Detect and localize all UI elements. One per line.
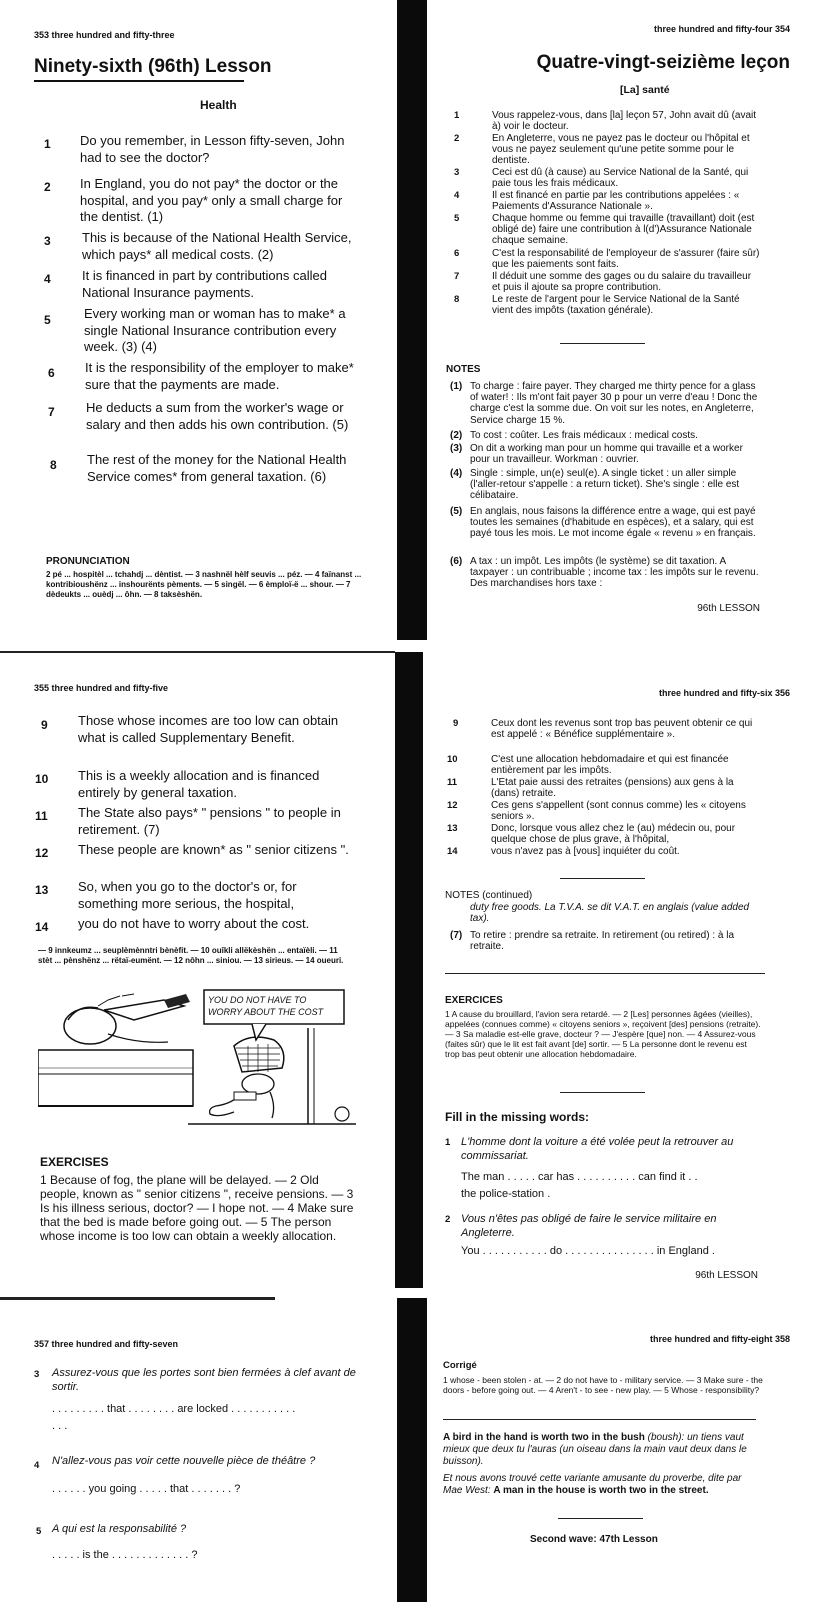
page-footer: 96th LESSON [695,1270,758,1281]
item-number: 6 [454,248,460,259]
page-header: three hundred and fifty-six 356 [658,688,790,698]
title-underline [34,80,244,82]
item-number: 2 [454,133,460,144]
lesson-sentence: Every working man or woman has to make* a single National Insurance contribution every week. (3) (4) [84,306,346,354]
lesson-sentence: He deducts a sum from the worker's wage or salary and then adds his own contribution. (5) [86,400,349,432]
lesson-sentence: The State also pays* " pensions " to people in retirement. (7) [78,805,341,837]
note-number: (6) [450,556,463,567]
lesson-sentence: vous n'avez pas à [vous] inquiéter du coût. [491,846,680,857]
lesson-sentence: Ceci est dû (à cause) au Service National de la Santé, qui paie tous les frais médicaux. [492,167,749,190]
notes-label-text: NOTES (continued) [445,890,533,901]
book-spine-shadow [397,1298,427,1602]
exercises-label: EXERCISES [40,1155,109,1169]
item-number: 10 [35,772,49,786]
lesson-sentence: Donc, lorsque vous allez chez le (au) médecin ou, pour quelque chose de plus grave, à l'hôpital, [491,823,736,846]
page-header: 357 three hundred and fifty-seven [34,1339,179,1349]
item-number: 5 [454,213,460,224]
item-number: 14 [447,846,458,857]
separator-rule [560,1092,645,1093]
fill-answer-line: You . . . . . . . . . . . do . . . . . . . . . . . . . . . in England . [461,1245,715,1257]
fill-answer-line: . . . . . . you going . . . . . that . . . . . . . ? [52,1483,241,1495]
note-number: (5) [450,506,463,517]
item-number: 7 [48,405,55,419]
item-number: 3 [34,1369,40,1380]
item-number: 2 [445,1214,451,1225]
lesson-sentence: C'est la responsabilité de l'employeur de s'assurer (faire sûr) que les paiements sont faits. [492,248,760,271]
fill-answer-line: . . . . . . . . . that . . . . . . . . are locked . . . . . . . . . . . [52,1403,296,1415]
lesson-sentence: Do you remember, in Lesson fifty-seven, John had to see the doctor? [80,133,345,165]
item-number: 8 [50,458,57,472]
item-number: 4 [454,190,460,201]
page-header: 353 three hundred and fifty-three [34,30,175,40]
exercise-question: Assurez-vous que les portes sont bien fermées à clef avant de sortir. [52,1367,356,1393]
item-number: 2 [44,180,51,194]
pronunciation-text: — 9 innkeumz ... seuplèmènntri bènèfit. — 10 ouîkli allëkèshën ... entaïèli. — 11 stèt ... pènshënz ... rëtaï-eumënt. — 12 nôhn ... siniou. — 13 sirieus. — 14 oueuri. [38,946,344,965]
fill-answer-line: . . . [52,1420,68,1432]
item-number: 4 [34,1460,40,1471]
page-353 [0,0,395,640]
lesson-subtitle: [La] santé [620,84,670,96]
page-edge-line [0,651,395,653]
note-text: En anglais, nous faisons la différence entre a wage, qui est payé toutes les semaines (d'habitude en espèces), et a salary, qui est payé tous les mois. Le mot income égale « revenu » en français. [470,506,756,540]
page-footer: 96th LESSON [697,603,760,614]
separator-rule [443,1419,756,1420]
lesson-sentence: So, when you go to the doctor's or, for something more serious, the hospital, [78,879,297,911]
item-number: 1 [445,1137,451,1148]
item-number: 12 [35,846,49,860]
item-number: 9 [453,718,459,729]
lesson-sentence: Chaque homme ou femme qui travaille (travaillant) doit (est obligé de) faire une contribution à l(d')Assurance Nationale chaque semaine. [492,213,755,247]
fill-question: L'homme dont la voiture a été volée peut la retrouver au commissariat. [461,1136,734,1162]
page-header: 355 three hundred and fifty-five [34,683,169,693]
lesson-sentence: It is financed in part by contributions called National Insurance payments. [82,268,327,300]
second-wave-label: Second wave: 47th Lesson [530,1534,658,1545]
page-357 [0,1302,395,1602]
exercises-label: EXERCICES [445,995,503,1006]
note-text: A tax : un impôt. Les impôts (le système) se dit taxation. A taxpayer : un contribuable ; income tax : les impôts sur le revenu. Des marchandises hors taxe : [470,556,759,590]
lesson-title: Quatre-vingt-seizième leçon [536,52,790,73]
fill-question: Vous n'êtes pas obligé de faire le service militaire en Angleterre. [461,1213,717,1239]
item-number: 6 [48,366,55,380]
exercise-question: N'allez-vous pas voir cette nouvelle pièce de théâtre ? [52,1455,316,1467]
item-number: 5 [44,313,51,327]
item-number: 8 [454,294,460,305]
lesson-sentence: Ces gens s'appellent (sont connus comme) les « citoyens seniors ». [491,800,746,823]
item-number: 1 [44,137,51,151]
cartoon-illustration [38,988,356,1126]
page-358 [430,1302,820,1602]
item-number: 14 [35,920,49,934]
page-354 [430,0,820,640]
lesson-sentence: Le reste de l'argent pour le Service National de la Santé vient des impôts (taxation générale). [492,294,740,317]
note-text: To cost : coûter. Les frais médicaux : medical costs. [470,430,698,441]
note-text: Single : simple, un(e) seul(e). A single ticket : un aller simple (l'aller-retour s'appelle : a return ticket). She's single : elle est célibataire. [470,468,740,502]
lesson-sentence: Il déduit une somme des gages ou du salaire du travailleur et puis il ajoute sa propre contribution. [492,271,752,294]
item-number: 3 [454,167,460,178]
fill-answer-line: the police-station . [461,1188,551,1200]
item-number: 11 [35,809,48,823]
proverb-text [443,1432,761,1468]
item-number: 12 [447,800,458,811]
lesson-sentence: Vous rappelez-vous, dans [la] leçon 57, John avait dû (avait à) voir le docteur. [492,110,757,133]
separator-rule [558,1518,643,1519]
note-number: (1) [450,381,463,392]
note-text: To charge : faire payer. They charged me thirty pence for a glass of water! : Ils m'ont fait payer 30 p pour un verre d'eau ! Donc the charge c'est la somme due. On voit sur les notes, en Angleterre, Service charge 15 %. [470,381,758,426]
page-355 [0,660,395,1292]
proverb-translation: (boush): un tiens vaut mieux que deux tu l'auras (un oiseau dans la main vaut deux dans le buisson). [443,1432,747,1467]
book-spine-shadow [395,652,423,1288]
notes-label: NOTES [446,364,481,375]
page-header: three hundred and fifty-eight 358 [649,1334,790,1344]
note-number: (3) [450,443,463,454]
item-number: 3 [44,234,51,248]
separator-rule [445,973,765,974]
lesson-sentence: you do not have to worry about the cost. [78,916,310,931]
notes-label [445,890,532,901]
speech-balloon-text: YOU DO NOT HAVE TO WORRY ABOUT THE COST [208,995,324,1017]
note-number: (7) [450,930,463,941]
note-text: On dit a working man pour un homme qui travaille et a worker pour un travailleur. Workman : ouvrier. [470,443,743,466]
note-number: (4) [450,468,463,479]
item-number: 11 [447,777,458,788]
book-spine-shadow [397,0,427,640]
item-number: 9 [41,718,48,732]
lesson-sentence: Il est financé en partie par les contributions appelées : « Paiements d'Assurance Nationale ». [492,190,740,213]
exercises-text: 1 A cause du brouillard, l'avion sera retardé. — 2 [Les] personnes âgées (vieilles), appelées (connues comme) « citoyens seniors », reçoivent [des] pensions (retraite). — 3 Sa maladie est-elle grave, docteur ? — J'espère [que] non. — 4 Assurez-vous (faites sûr) que le lit est fait avant [de] sortir. — 5 La personne dont le revenu est trop bas peut obtenir une allocation hebdomadaire. [445,1009,761,1059]
corrige-text: 1 whose - been stolen - at. — 2 do not have to - military service. — 3 Make sure - the doors - before going out. — 4 Aren't - to see - new play. — 5 Whose - responsibility? [443,1375,763,1395]
lesson-sentence: In England, you do not pay* the doctor or the hospital, and you pay* only a small charge for the dentist. (1) [80,176,343,224]
lesson-sentence: These people are known* as " senior citizens ". [78,842,349,857]
lesson-sentence: Ceux dont les revenus sont trop bas peuvent obtenir ce qui est appelé : « Bénéfice supplémentaire ». [491,718,753,741]
pronunciation-label: PRONUNCIATION [46,556,130,567]
note-number: (2) [450,430,463,441]
fill-answer-line: The man . . . . . car has . . . . . . . . . . can find it . . [461,1171,698,1183]
lesson-subtitle: Health [200,98,237,112]
proverb-english: A bird in the hand is worth two in the bush [443,1432,645,1443]
item-number: 10 [447,754,458,765]
variant-intro: Et nous avons trouvé cette variante amusante du proverbe, dite par Mae West: [443,1473,742,1496]
variant-text [443,1473,761,1497]
lesson-sentence: The rest of the money for the National Health Service comes* from general taxation. (6) [87,452,347,484]
fill-in-label: Fill in the missing words: [445,1110,590,1124]
corrige-label: Corrigé [443,1360,477,1371]
variant-proverb: A man in the house is worth two in the street. [493,1485,709,1496]
separator-rule [560,343,645,344]
lesson-sentence: C'est une allocation hebdomadaire et qui est financée entièrement par les impôts. [491,754,729,777]
item-number: 1 [454,110,460,121]
item-number: 5 [36,1526,42,1537]
item-number: 13 [447,823,458,834]
item-number: 7 [454,271,460,282]
separator-rule [560,878,645,879]
lesson-title: Ninety-sixth (96th) Lesson [34,56,272,77]
item-number: 4 [44,272,51,286]
page-356 [430,650,820,1290]
note-text: To retire : prendre sa retraite. In retirement (ou retired) : à la retraite. [470,930,734,953]
pronunciation-text: 2 pé ... hospitèl ... tchahdj ... dèntist. — 3 nashnël hèlf seuvis ... péz. — 4 faïnanst ... kontribioushënz ... inshourënts pèments. — 5 singël. — 6 èmploï-ë ... shour. — 7 dèdeukts ... ouèdj ... ôhn. — 8 taksèshën. [46,570,362,599]
page-edge-line [0,1297,275,1300]
exercise-question: A qui est la responsabilité ? [52,1523,187,1535]
lesson-sentence: En Angleterre, vous ne payez pas le docteur ou l'hôpital et vous ne payez seulement qu'une petite somme pour le dentiste. [492,133,750,167]
lesson-sentence: L'Etat paie aussi des retraites (pensions) aux gens à la (dans) retraite. [491,777,734,800]
lesson-sentence: This is because of the National Health Service, which pays* all medical costs. (2) [82,230,352,262]
lesson-sentence: Those whose incomes are too low can obtain what is called Supplementary Benefit. [78,713,339,745]
lesson-sentence: This is a weekly allocation and is financed entirely by general taxation. [78,768,320,800]
lesson-sentence: It is the responsibility of the employer to make* sure that the payments are made. [85,360,354,392]
note-continued-text: duty free goods. La T.V.A. se dit V.A.T. en anglais (value added tax). [470,902,750,925]
item-number: 13 [35,883,49,897]
page-header: three hundred and fifty-four 354 [653,24,790,34]
fill-answer-line: . . . . . is the . . . . . . . . . . . . . ? [52,1549,198,1561]
exercises-text: 1 Because of fog, the plane will be delayed. — 2 Old people, known as " senior citizens ", receive pensions. — 3 Is his illness serious, doctor? — I hope not. — 4 Make sure that the bed is made before going out. — 5 The person whose income is too low can obtain a weekly allocation. [40,1173,354,1243]
